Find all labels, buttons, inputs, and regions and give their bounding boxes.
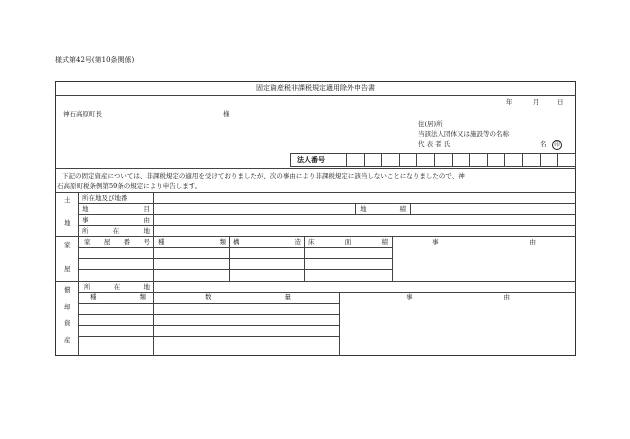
form-title: 固定資産税非課税規定適用除外申告書 <box>256 84 375 92</box>
land-category-label: 地 目 <box>82 205 150 213</box>
corp-number-digit-box[interactable] <box>452 153 471 167</box>
corp-number-digit-box[interactable] <box>364 153 383 167</box>
land-section-char-2: 地 <box>64 219 71 227</box>
land-location-label: 所 在 地 <box>82 227 150 235</box>
honorific: 様 <box>223 110 230 118</box>
date-year-label: 年 <box>506 98 513 106</box>
address-label: 住(居)所 <box>418 120 443 128</box>
depreciable-reason-label: 事 由 <box>406 293 510 301</box>
corp-number-digit-box[interactable] <box>416 153 435 167</box>
depreciable-section-char-2: 却 <box>64 303 71 311</box>
statement-line-1: 下記の固定資産については、非課税規定の適用を受けておりましたが、次の事由により非課税規定に該当しないことになりましたので、神 <box>62 172 465 180</box>
statement-top-divider <box>55 168 576 169</box>
corp-number-digit-box[interactable] <box>487 153 506 167</box>
house-section-char-2: 屋 <box>64 265 71 273</box>
house-number-label: 家 屋 番 号 <box>84 238 150 246</box>
corp-number-digit-box[interactable] <box>522 153 541 167</box>
corp-number-digit-box[interactable] <box>399 153 418 167</box>
corp-number-digit-box[interactable] <box>504 153 523 167</box>
depreciable-section-top <box>55 281 576 282</box>
depreciable-section-char-3: 資 <box>64 319 71 327</box>
land-location-number-label: 所在地及び地番 <box>82 194 128 202</box>
statement-line-2: 石高原町税条例第59条の規定により申告します。 <box>57 182 202 190</box>
corp-number-label-cell <box>290 153 347 167</box>
date-day-label: 日 <box>557 98 564 106</box>
statement-bottom-divider <box>55 192 576 193</box>
corp-number-digit-box[interactable] <box>434 153 453 167</box>
name-suffix: 名 <box>540 140 547 148</box>
date-month-label: 月 <box>533 98 540 106</box>
depreciable-location-label: 所 在 地 <box>84 283 150 291</box>
form-number: 様式第42号(第10条関係) <box>55 56 135 64</box>
corp-number-digit-box[interactable] <box>346 153 365 167</box>
corp-number-label: 法人番号 <box>297 156 325 164</box>
depreciable-quantity-label: 数 量 <box>205 293 291 301</box>
depreciable-type-label: 種 類 <box>90 293 146 301</box>
house-type-label: 種 類 <box>158 238 226 246</box>
addressee: 神石高原町長 <box>63 110 102 118</box>
representative-label: 代 表 者 氏 <box>418 140 451 148</box>
house-section-top <box>55 236 576 237</box>
seal-icon: 印 <box>552 140 562 150</box>
depreciable-section-char-4: 産 <box>64 336 71 344</box>
corp-number-digit-box[interactable] <box>381 153 400 167</box>
land-section-char-1: 土 <box>64 196 71 204</box>
corp-number-digit-box[interactable] <box>540 153 559 167</box>
house-floor-area-label: 床 面 積 <box>308 238 388 246</box>
title-divider <box>55 95 576 96</box>
house-reason-label: 事 由 <box>432 238 536 246</box>
land-area-label: 地 積 <box>360 205 406 213</box>
depreciable-section-char-1: 償 <box>64 286 71 294</box>
house-section-char-1: 家 <box>64 241 71 249</box>
section-column-divider <box>78 192 79 356</box>
corp-number-digit-box[interactable] <box>469 153 488 167</box>
land-reason-label: 事 由 <box>82 216 150 224</box>
corp-number-digit-box[interactable] <box>557 153 576 167</box>
entity-name-label: 当該法人団体又は施設等の名称 <box>418 130 509 138</box>
house-structure-label: 構 造 <box>233 238 301 246</box>
